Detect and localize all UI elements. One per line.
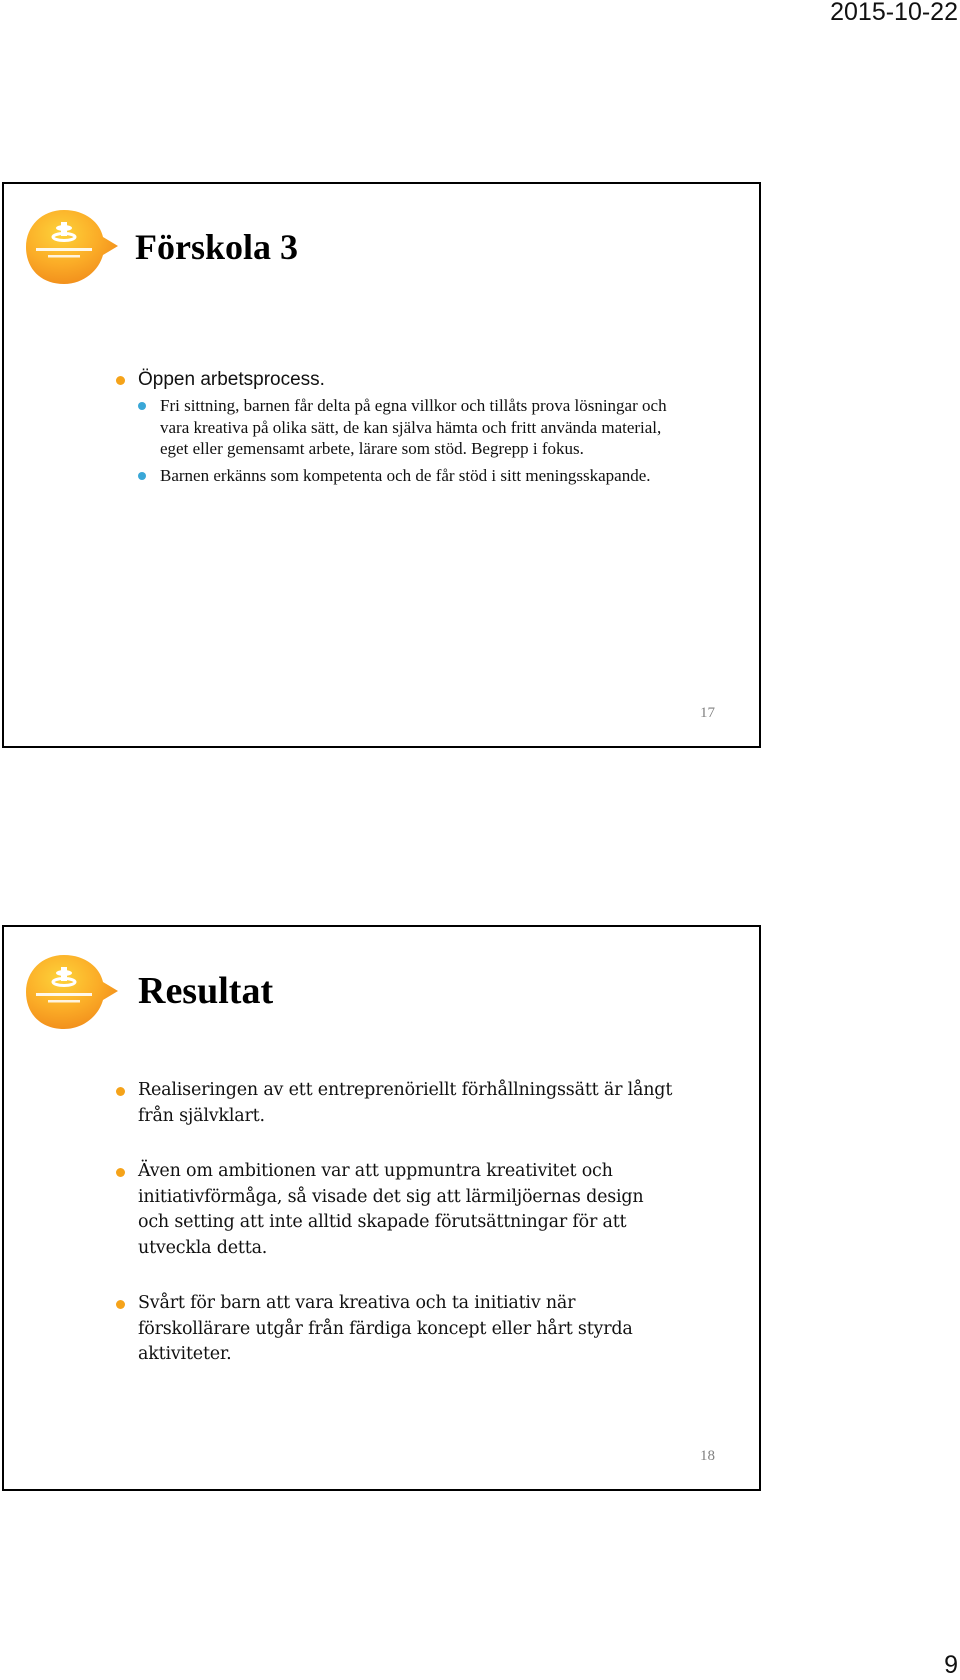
slide-number: 18 xyxy=(700,1448,715,1464)
bullet-item xyxy=(116,1078,676,1129)
university-logo-graphic xyxy=(22,206,118,288)
slide-title: Förskola 3 xyxy=(135,227,299,267)
bullet-dot-icon xyxy=(116,376,125,385)
bullet-item xyxy=(116,1291,676,1368)
page-date: 2015-10-22 xyxy=(830,0,958,26)
sub-bullet-list xyxy=(116,395,676,486)
bullet-dot-icon xyxy=(116,1300,125,1309)
bullet-list xyxy=(116,368,676,491)
bullet-text: Svårt för barn att vara kreativa och ta initiativ när förskollärare utgår från färdiga koncept eller hårt styrda aktiviteter. xyxy=(138,1293,633,1364)
sub-bullet-dot-icon xyxy=(138,472,146,480)
bullet-text: Realiseringen av ett entreprenöriellt förhållningssätt är långt från självklart. xyxy=(138,1080,673,1126)
bullet-dot-icon xyxy=(116,1087,125,1096)
sub-bullet-text: Barnen erkänns som kompetenta och de får stöd i sitt meningsskapande. xyxy=(160,465,651,485)
sub-bullet-text: Fri sittning, barnen får delta på egna villkor och tillåts prova lösningar och vara kreativa på olika sätt, de kan själva hämta och fritt använda material, eget eller gemensamt arbete, lärare som stöd. Begrepp i fokus. xyxy=(160,396,667,458)
slide-18 xyxy=(2,925,761,1491)
page-number: 9 xyxy=(944,1651,958,1679)
sub-bullet-dot-icon xyxy=(138,402,146,410)
slide-number: 17 xyxy=(700,705,715,721)
bullet-item xyxy=(116,1159,676,1261)
bullet-text: Öppen arbetsprocess. xyxy=(138,369,325,390)
bullet-dot-icon xyxy=(116,1168,125,1177)
sub-bullet-item xyxy=(138,395,676,460)
university-logo xyxy=(22,951,118,1033)
slide-17 xyxy=(2,182,761,748)
university-logo xyxy=(22,206,118,288)
bullet-item xyxy=(116,368,676,392)
bullet-list xyxy=(116,1078,676,1368)
university-logo-graphic xyxy=(22,951,118,1033)
slide-title: Resultat xyxy=(138,970,274,1012)
bullet-text: Även om ambitionen var att uppmuntra kreativitet och initiativförmåga, så visade det sig att lärmiljöernas design och setting att inte alltid skapade förutsättningar för att utveckla detta. xyxy=(138,1161,644,1258)
sub-bullet-item xyxy=(138,465,676,487)
